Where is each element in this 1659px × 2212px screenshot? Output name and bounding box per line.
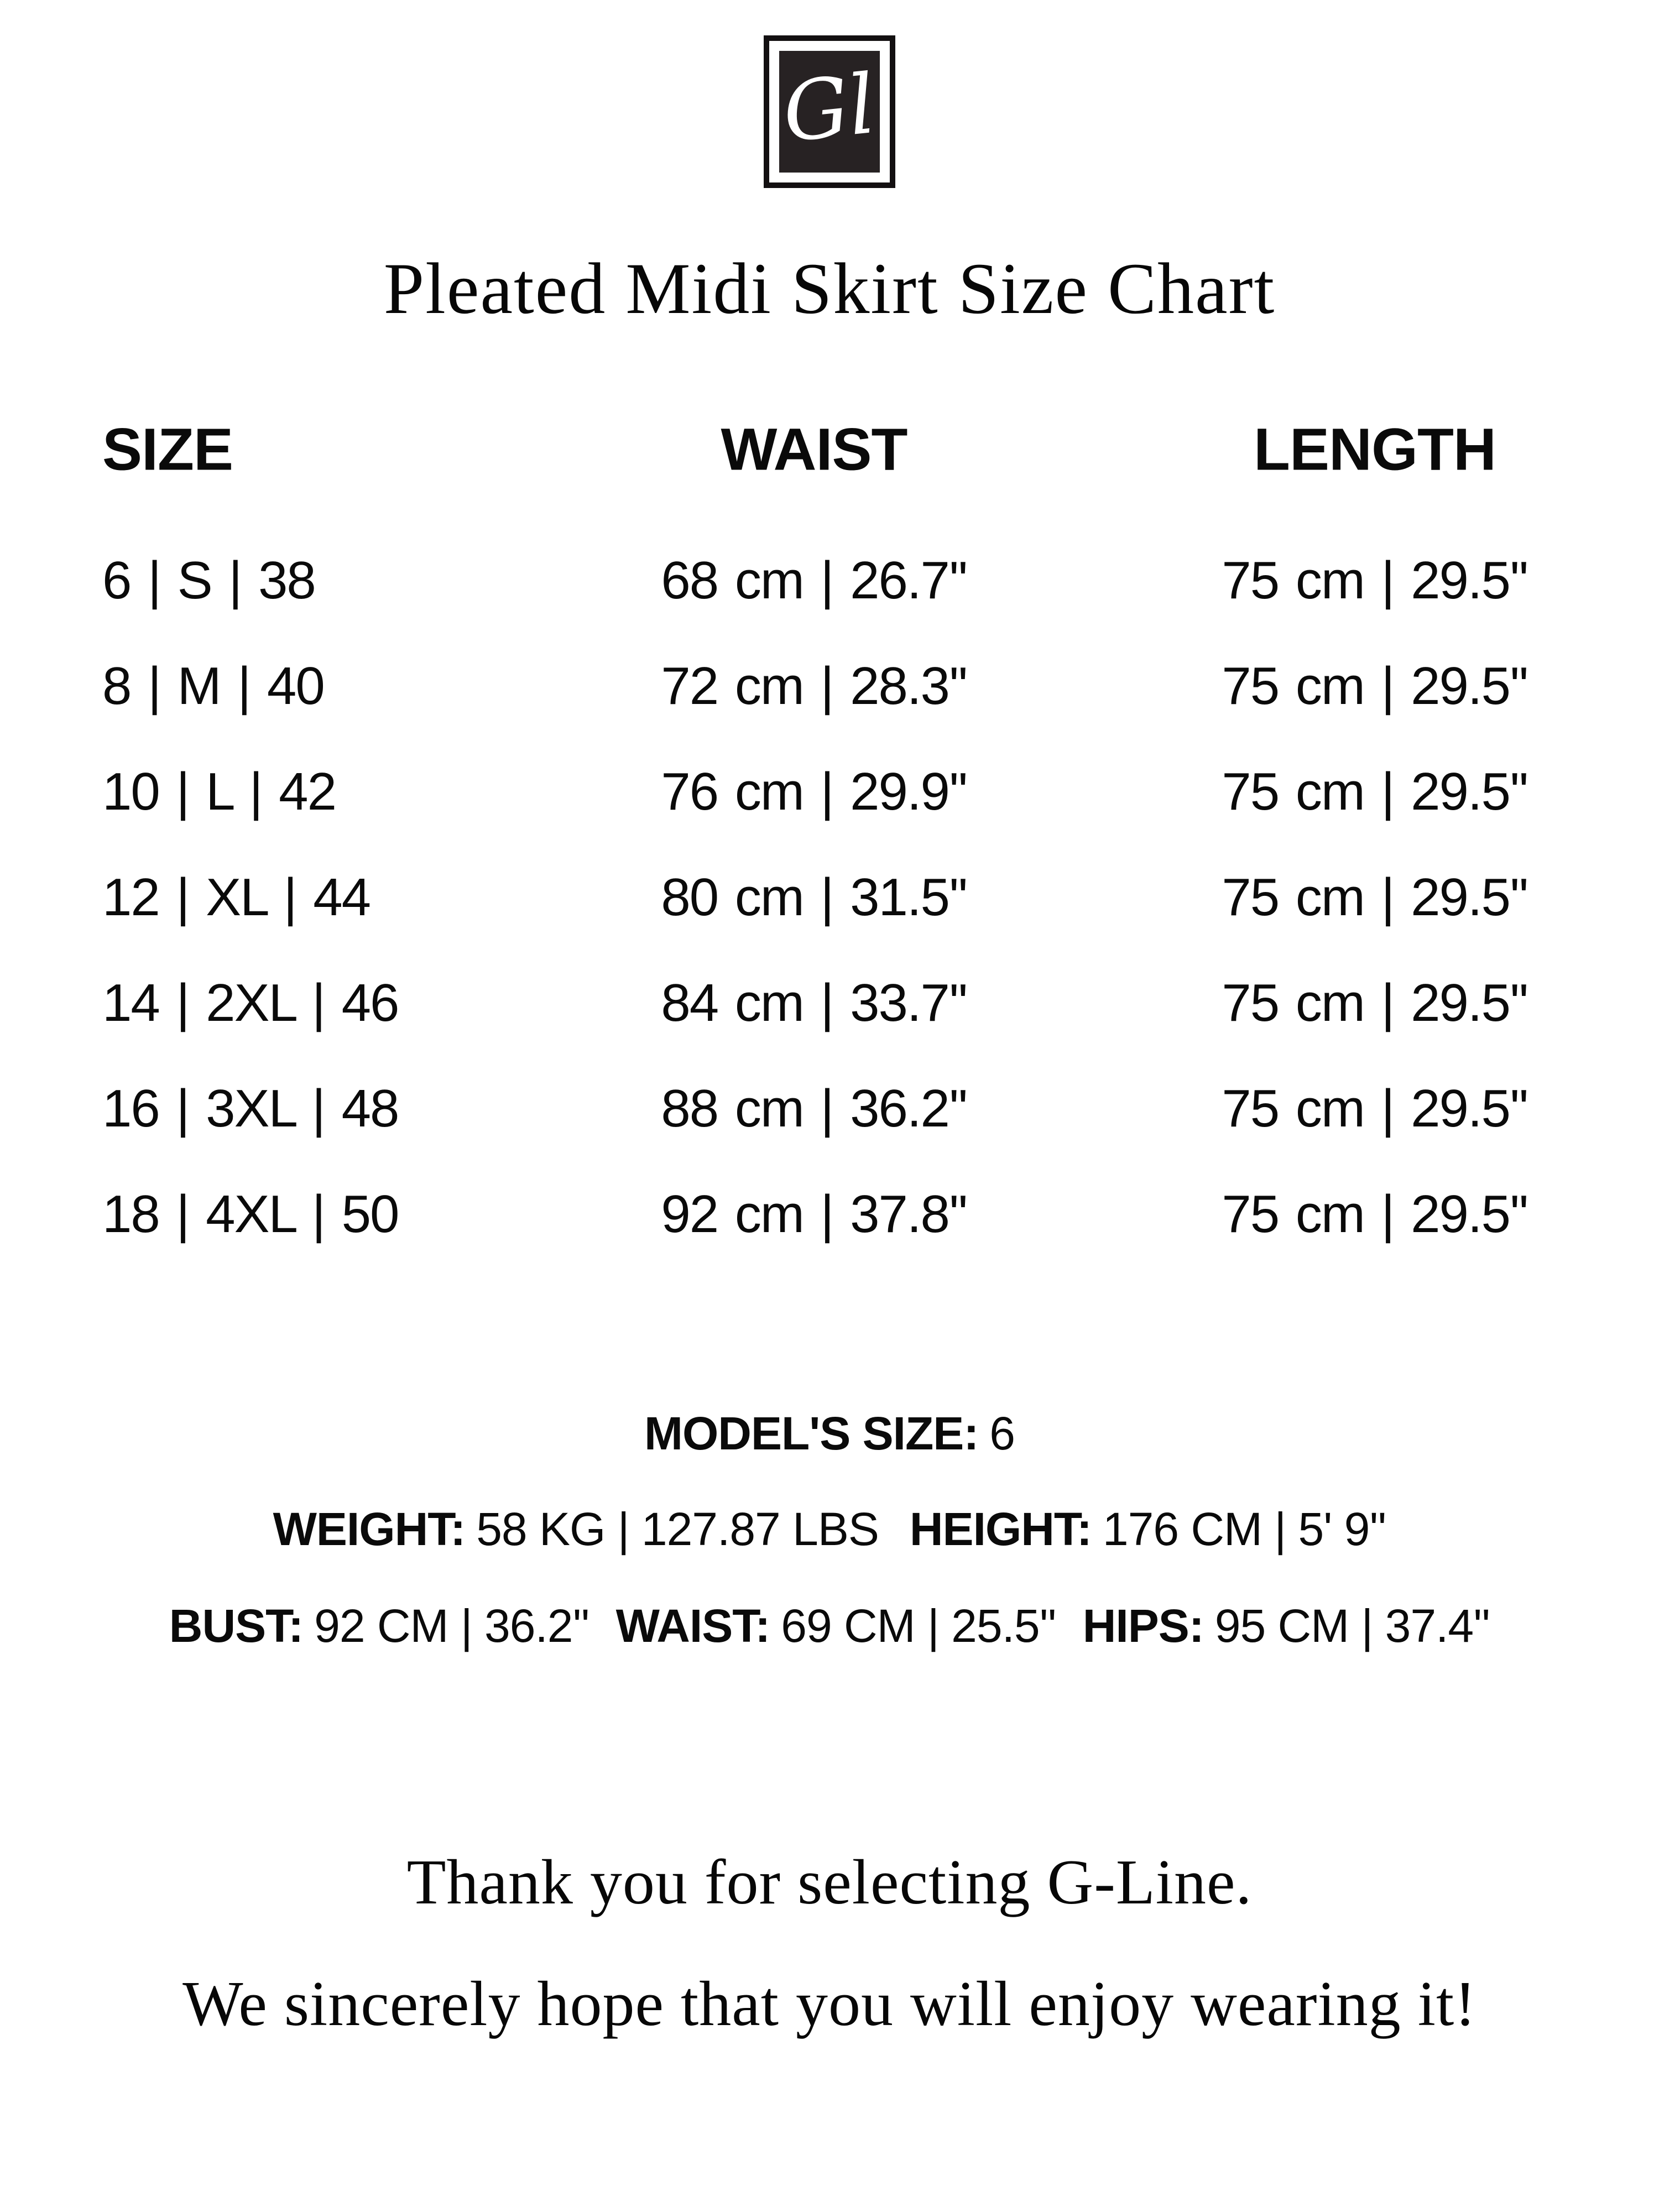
table-row — [102, 1056, 1624, 1161]
length-cell: 75 cm | 29.5'' — [1222, 550, 1528, 610]
model-hips — [1082, 1600, 1490, 1652]
column-header-size: SIZE — [102, 415, 233, 483]
enjoy-line: We sincerely hope that you will enjoy wearing it! — [182, 1969, 1477, 2039]
brand-monogram: Gl — [779, 56, 880, 161]
weight-value: 58 KG | 127.87 LBS — [476, 1503, 879, 1555]
column-header-waist: WAIST — [721, 415, 907, 483]
size-table-body — [102, 528, 1624, 1267]
table-row — [102, 844, 1624, 950]
model-height — [909, 1503, 1386, 1555]
size-cell: 18 | 4XL | 50 — [102, 1184, 399, 1244]
table-row — [102, 633, 1624, 739]
length-cell: 75 cm | 29.5'' — [1222, 656, 1528, 716]
waist-cell: 84 cm | 33.7'' — [661, 973, 967, 1032]
model-waist — [615, 1600, 1056, 1652]
size-cell: 12 | XL | 44 — [102, 867, 370, 927]
length-cell: 75 cm | 29.5'' — [1222, 1184, 1528, 1244]
length-cell: 75 cm | 29.5'' — [1222, 761, 1528, 821]
waist-cell: 92 cm | 37.8'' — [661, 1184, 967, 1244]
size-cell: 14 | 2XL | 46 — [102, 973, 399, 1032]
weight-label: WEIGHT: — [273, 1503, 466, 1555]
bust-value: 92 CM | 36.2'' — [314, 1600, 589, 1652]
model-size-line — [0, 1407, 1659, 1459]
waist-value: 69 CM | 25.5'' — [781, 1600, 1056, 1652]
model-size — [644, 1407, 1015, 1459]
table-row — [102, 528, 1624, 633]
hips-value: 95 CM | 37.4'' — [1214, 1600, 1490, 1652]
waist-label: WAIST: — [615, 1600, 770, 1652]
bust-label: BUST: — [169, 1600, 304, 1652]
model-weight — [273, 1503, 879, 1555]
model-bust — [169, 1600, 589, 1652]
page-title: Pleated Midi Skirt Size Chart — [383, 248, 1276, 329]
table-row — [102, 739, 1624, 844]
waist-cell: 76 cm | 29.9'' — [661, 761, 967, 821]
thank-you-line: Thank you for selecting G-Line. — [406, 1847, 1253, 1918]
brand-logo-box — [779, 51, 880, 173]
height-label: HEIGHT: — [909, 1503, 1092, 1555]
column-header-length: LENGTH — [1254, 415, 1496, 483]
length-cell: 75 cm | 29.5'' — [1222, 867, 1528, 927]
model-size-value: 6 — [989, 1407, 1015, 1459]
waist-cell: 72 cm | 28.3'' — [661, 656, 967, 716]
table-row — [102, 950, 1624, 1056]
waist-cell: 88 cm | 36.2'' — [661, 1078, 967, 1138]
model-stats-line-1 — [0, 1503, 1659, 1555]
length-cell: 75 cm | 29.5'' — [1222, 1078, 1528, 1138]
table-row — [102, 1161, 1624, 1267]
waist-cell: 80 cm | 31.5'' — [661, 867, 967, 927]
size-cell: 16 | 3XL | 48 — [102, 1078, 399, 1138]
size-cell: 6 | S | 38 — [102, 550, 315, 610]
brand-logo — [764, 35, 895, 188]
table-header-row — [102, 415, 1624, 483]
model-stats-line-2 — [0, 1600, 1659, 1652]
model-size-label: MODEL'S SIZE: — [644, 1407, 979, 1459]
size-cell: 10 | L | 42 — [102, 761, 336, 821]
length-cell: 75 cm | 29.5'' — [1222, 973, 1528, 1032]
waist-cell: 68 cm | 26.7'' — [661, 550, 967, 610]
height-value: 176 CM | 5' 9'' — [1102, 1503, 1386, 1555]
size-cell: 8 | M | 40 — [102, 656, 324, 716]
hips-label: HIPS: — [1082, 1600, 1204, 1652]
